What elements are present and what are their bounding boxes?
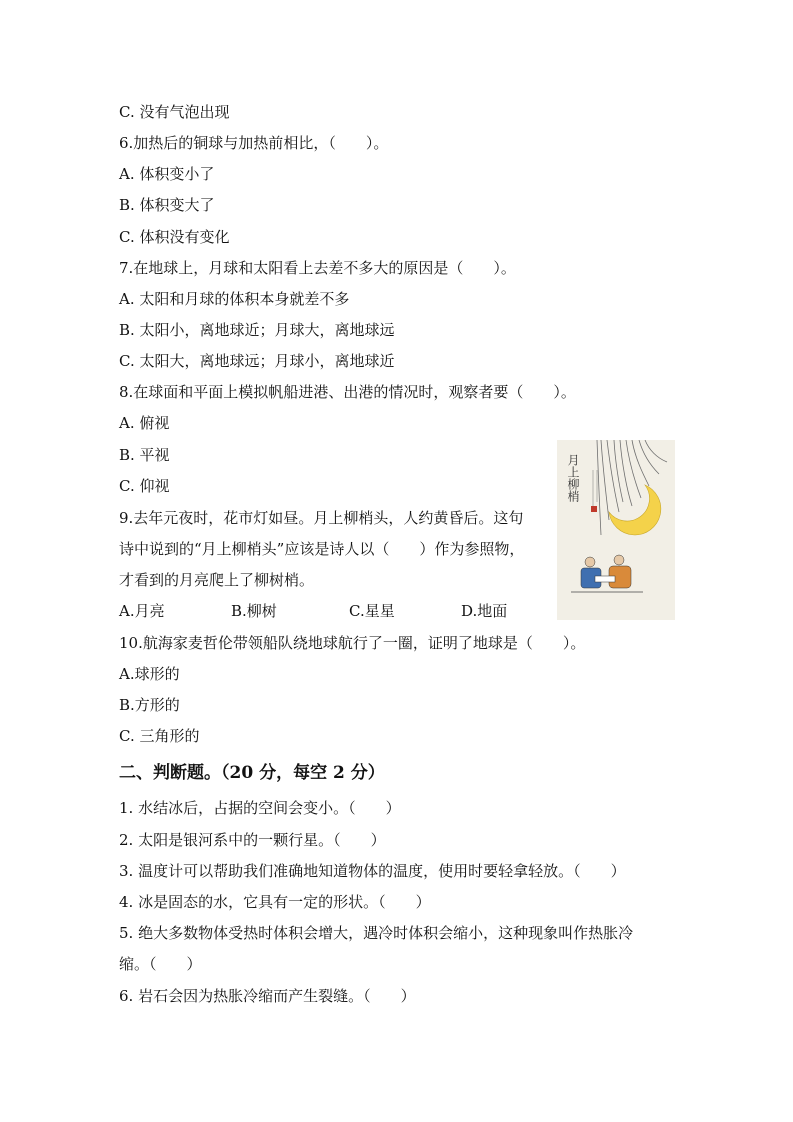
tf-item: 1. 水结冰后，占据的空间会变小。（ ）	[119, 799, 401, 817]
tf-item: 2. 太阳是银河系中的一颗行星。（ ）	[119, 831, 386, 849]
q9-stem-line3: 才看到的月亮爬上了柳树梢。	[119, 571, 315, 589]
q9-option-b: B.柳树	[231, 602, 277, 620]
section2-heading: 二、判断题。（20 分，每空 2 分）	[119, 763, 385, 783]
q10-option-b: B.方形的	[119, 696, 180, 714]
red-seal-mark	[591, 506, 597, 512]
q9-option-a: A.月亮	[119, 602, 165, 620]
q8-option-b: B. 平视	[119, 446, 170, 464]
q10-option-c: C. 三角形的	[119, 727, 200, 745]
q7-stem: 7.在地球上，月球和太阳看上去差不多大的原因是（ ）。	[119, 259, 516, 277]
q9-stem-line2: 诗中说到的“月上柳梢头”应该是诗人以（ ）作为参照物，	[119, 540, 525, 558]
q9-stem-line1: 9.去年元夜时，花市灯如昼。月上柳梢头，人约黄昏后。这句	[119, 509, 524, 527]
q10-option-a: A.球形的	[119, 665, 180, 683]
q9-option-d: D.地面	[461, 602, 508, 620]
q8-option-c: C. 仰视	[119, 477, 170, 495]
tf-item-continuation: 缩。（ ）	[119, 955, 202, 973]
q6-stem: 6.加热后的铜球与加热前相比，（ ）。	[119, 134, 389, 152]
q6-option-a: A. 体积变小了	[119, 165, 215, 183]
tf-item: 3. 温度计可以帮助我们准确地知道物体的温度，使用时要轻拿轻放。（ ）	[119, 862, 626, 880]
q8-stem: 8.在球面和平面上模拟帆船进港、出港的情况时，观察者要（ ）。	[119, 383, 576, 401]
q10-stem: 10.航海家麦哲伦带领船队绕地球航行了一圈，证明了地球是（ ）。	[119, 634, 586, 652]
q7-option-b: B. 太阳小，离地球近；月球大，离地球远	[119, 321, 395, 339]
painting-title: 月上柳梢	[566, 454, 580, 502]
q7-option-c: C. 太阳大，离地球远；月球小，离地球近	[119, 352, 395, 370]
q6-option-b: B. 体积变大了	[119, 196, 215, 214]
q7-option-a: A. 太阳和月球的体积本身就差不多	[119, 290, 350, 308]
tf-item: 5. 绝大多数物体受热时体积会增大，遇冷时体积会缩小，这种现象叫作热胀冷	[119, 924, 634, 942]
q9-option-c: C.星星	[349, 602, 395, 620]
moon-willow-painting	[557, 440, 675, 620]
q6-option-c: C. 体积没有变化	[119, 228, 230, 246]
tf-item: 4. 冰是固态的水，它具有一定的形状。（ ）	[119, 893, 431, 911]
q8-option-a: A. 俯视	[119, 414, 170, 432]
q5-option-c: C. 没有气泡出现	[119, 103, 230, 121]
tf-item: 6. 岩石会因为热胀冷缩而产生裂缝。（ ）	[119, 987, 416, 1005]
